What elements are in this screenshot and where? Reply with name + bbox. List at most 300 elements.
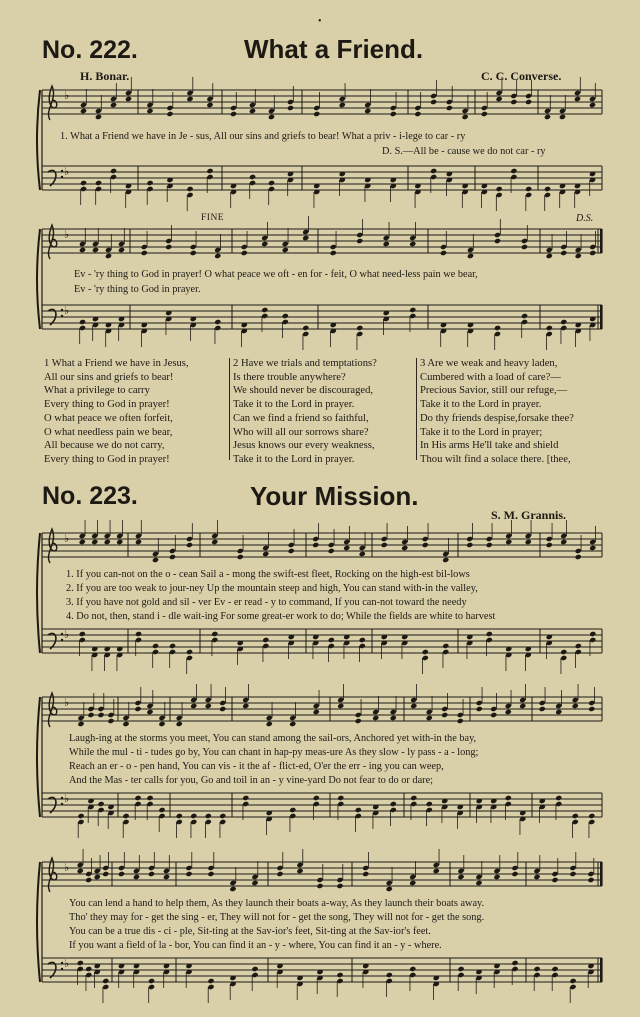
note-head xyxy=(80,108,87,114)
note-head xyxy=(242,703,249,709)
verse-line: Take it to the Lord in prayer. xyxy=(233,399,355,411)
note-head xyxy=(496,186,503,192)
verse-line: We should never be discouraged, xyxy=(233,385,374,397)
note-head xyxy=(442,557,449,563)
ds-marker: D.S. xyxy=(576,213,594,224)
note-head xyxy=(282,313,289,319)
note-head xyxy=(426,715,433,721)
note-head xyxy=(251,880,258,886)
note-head xyxy=(190,813,197,819)
note-head xyxy=(165,244,172,250)
treble-clef xyxy=(48,693,56,727)
note-head xyxy=(328,637,335,643)
note-head xyxy=(230,111,237,117)
note-head xyxy=(486,631,493,637)
verse-line: Precious Savior, still our refuge,— xyxy=(420,385,568,397)
note-head xyxy=(362,871,369,877)
note-head xyxy=(122,721,129,727)
lyric-line: 4. Do not, then, stand i - dle wait-ing For some great-er work to do; While the fields are white to harvest xyxy=(66,611,496,622)
note-head xyxy=(268,180,275,186)
note-head xyxy=(282,247,289,253)
note-head xyxy=(186,542,193,548)
note-head xyxy=(587,877,594,883)
note-head xyxy=(135,539,142,545)
note-head xyxy=(268,114,275,120)
note-head xyxy=(588,813,595,819)
note-head xyxy=(186,649,193,655)
note-head xyxy=(521,244,528,250)
flat-sign: ♭ xyxy=(64,304,70,317)
note-head xyxy=(242,795,249,801)
verse-line: In His arms He'll take and shield xyxy=(420,440,559,452)
note-head xyxy=(266,721,273,727)
flat-sign: ♭ xyxy=(64,89,70,102)
verse-line: Every thing to God in prayer! xyxy=(44,399,170,411)
note-head xyxy=(77,960,84,966)
note-head xyxy=(80,180,87,186)
note-head xyxy=(572,813,579,819)
note-head xyxy=(97,801,104,807)
note-head xyxy=(146,180,153,186)
note-head xyxy=(457,966,464,972)
verse-line: Take it to the Lord in prayer. xyxy=(233,453,355,465)
note-head xyxy=(146,795,153,801)
note-head xyxy=(214,253,221,259)
note-head xyxy=(457,874,464,880)
note-head xyxy=(490,712,497,718)
hymn-222-lyrics-line2: Ev - 'ry thing to God in prayer! O what peace we oft - en for - feit, O what need-less pain we bear, xyxy=(74,269,478,280)
note-head xyxy=(313,709,320,715)
note-head xyxy=(505,709,512,715)
note-head xyxy=(249,174,256,180)
verse-line: 2 Have we trials and temptations? xyxy=(233,358,377,369)
note-head xyxy=(148,871,155,877)
verse-line: O what needless pain we bear, xyxy=(44,426,173,438)
system-brace xyxy=(37,533,40,653)
note-head xyxy=(560,649,567,655)
verse-line: All our sins and griefs to bear! xyxy=(44,371,174,383)
lyric-line: You can lend a hand to help them, As they launch their boats a-way, As they launch their boats away. xyxy=(69,898,485,909)
flat-sign: ♭ xyxy=(64,228,70,241)
note-head xyxy=(229,886,236,892)
note-head xyxy=(102,871,109,877)
note-head xyxy=(79,539,86,545)
note-head xyxy=(336,972,343,978)
note-head xyxy=(390,111,397,117)
note-head xyxy=(555,709,562,715)
system-brace xyxy=(37,229,40,329)
note-head xyxy=(206,102,213,108)
note-head xyxy=(560,539,567,545)
hymn-222-ds-lyrics: D. S.—All be - cause we do not car - ry xyxy=(382,146,546,157)
note-head xyxy=(102,978,109,984)
note-head xyxy=(430,168,437,174)
note-head xyxy=(79,631,86,637)
verse-divider xyxy=(416,358,417,460)
note-head xyxy=(481,111,488,117)
note-head xyxy=(166,111,173,117)
note-head xyxy=(422,542,429,548)
verse-line: Can we find a friend so faithful, xyxy=(233,412,369,424)
note-head xyxy=(337,703,344,709)
note-head xyxy=(185,871,192,877)
bass-clef-dot xyxy=(61,803,63,805)
note-head xyxy=(510,99,517,105)
note-head xyxy=(92,247,99,253)
note-head xyxy=(146,108,153,114)
note-head xyxy=(555,795,562,801)
hymn-223-music-credit: S. M. Grannis. xyxy=(491,508,567,522)
verse-line: 1 What a Friend we have in Jesus, xyxy=(44,358,189,369)
note-head xyxy=(339,102,346,108)
note-head xyxy=(312,542,319,548)
note-head xyxy=(289,721,296,727)
note-head xyxy=(211,539,218,545)
note-head xyxy=(302,235,309,241)
verse-line: Who will all our sorrows share? xyxy=(233,426,369,438)
note-head xyxy=(386,972,393,978)
note-head xyxy=(486,542,493,548)
note-head xyxy=(87,712,94,718)
note-head xyxy=(569,871,576,877)
lyric-line: 1. If you can-not on the o - cean Sail a - mong the swift-est fleet, Rocking on the high-est bil-lows xyxy=(66,569,470,580)
hymn-222-lyrics-line2b: Ev - 'ry thing to God in prayer. xyxy=(74,284,201,295)
lyric-line: While the mul - ti - tudes go by, You can chant in hap-py meas-ure As they slow - ly pass - a - long; xyxy=(69,747,479,758)
lyric-line: You can be a true dis - ci - ple, Sit-ting at the Sav-ior's feet, Sit-ting at the Sav-ior's feet. xyxy=(69,926,431,937)
note-head xyxy=(163,874,170,880)
final-barline xyxy=(600,229,603,253)
note-head xyxy=(510,168,517,174)
bass-clef-dot xyxy=(61,633,63,635)
note-head xyxy=(261,241,268,247)
treble-clef xyxy=(48,529,56,563)
note-head xyxy=(525,99,532,105)
note-head xyxy=(313,795,320,801)
treble-clef xyxy=(48,858,56,892)
bass-clef-dot xyxy=(61,176,63,178)
hymn-222-words-credit: H. Bonar. xyxy=(80,69,130,83)
note-head xyxy=(190,250,197,256)
note-head xyxy=(85,877,92,883)
note-head xyxy=(77,868,84,874)
bass-clef-dot xyxy=(61,309,63,311)
note-head xyxy=(546,253,553,259)
note-head xyxy=(442,643,449,649)
fine-marker: FINE xyxy=(201,213,225,223)
note-head xyxy=(560,250,567,256)
note-head xyxy=(207,871,214,877)
hymn-222-music-credit: C. C. Converse. xyxy=(481,69,562,83)
note-head xyxy=(494,238,501,244)
note-head xyxy=(104,539,111,545)
lyric-line: Reach an er - o - pen hand, You can vis - it the af - flict-ed, O'er the err - ing you can weep, xyxy=(69,761,444,772)
note-head xyxy=(251,966,258,972)
note-head xyxy=(511,960,518,966)
note-head xyxy=(262,637,269,643)
note-head xyxy=(316,883,323,889)
flat-sign: ♭ xyxy=(64,628,70,641)
note-head xyxy=(288,548,295,554)
note-head xyxy=(409,966,416,972)
flat-sign: ♭ xyxy=(64,957,70,970)
bass-clef-dot xyxy=(61,170,63,172)
note-head xyxy=(205,703,212,709)
note-head xyxy=(134,795,141,801)
note-head xyxy=(85,966,92,972)
note-head xyxy=(110,168,117,174)
note-head xyxy=(158,721,165,727)
bass-clef-dot xyxy=(61,968,63,970)
note-head xyxy=(589,545,596,551)
note-head xyxy=(336,883,343,889)
verse-line: Is there trouble anywhere? xyxy=(233,371,346,383)
note-head xyxy=(337,795,344,801)
hymn-223-title: Your Mission. xyxy=(250,481,419,511)
note-head xyxy=(572,703,579,709)
system-brace xyxy=(37,697,40,817)
note-head xyxy=(207,978,214,984)
note-head xyxy=(356,238,363,244)
verse-2 xyxy=(233,357,377,467)
note-head xyxy=(148,978,155,984)
verse-line: O what peace we often forfeit, xyxy=(44,412,173,424)
note-head xyxy=(386,886,393,892)
note-head xyxy=(95,114,102,120)
note-head xyxy=(496,96,503,102)
lyric-line: 2. If you are too weak to jour-ney Up the mountain steep and high, You can stand with-in the valley, xyxy=(66,583,478,594)
note-head xyxy=(422,649,429,655)
note-head xyxy=(560,319,567,325)
note-head xyxy=(525,539,532,545)
bass-clef-dot xyxy=(61,797,63,799)
treble-clef xyxy=(48,86,56,120)
note-head xyxy=(110,102,117,108)
note-head xyxy=(94,874,101,880)
note-head xyxy=(176,813,183,819)
note-head xyxy=(410,703,417,709)
note-head xyxy=(116,539,123,545)
lyric-line: And the Mas - ter calls for you, Go and toil in an - y vine-yard Do not fear to do or dare; xyxy=(69,775,434,786)
note-head xyxy=(237,554,244,560)
lyric-line: 3. If you have not gold and sil - ver Ev - er read - y to command, If you can-not toward the needy xyxy=(66,597,467,608)
note-head xyxy=(206,168,213,174)
note-head xyxy=(133,874,140,880)
note-head xyxy=(539,706,546,712)
note-head xyxy=(118,247,125,253)
note-head xyxy=(505,539,512,545)
note-head xyxy=(372,715,379,721)
note-head xyxy=(79,247,86,253)
note-head xyxy=(296,868,303,874)
note-head xyxy=(457,718,464,724)
note-head xyxy=(544,114,551,120)
verse-1 xyxy=(44,357,189,467)
note-head xyxy=(505,795,512,801)
bass-clef-dot xyxy=(61,639,63,641)
note-head xyxy=(211,631,218,637)
note-head xyxy=(575,253,582,259)
note-head xyxy=(79,319,86,325)
verse-line: Every thing to God in prayer! xyxy=(44,453,170,465)
note-head xyxy=(141,250,148,256)
note-head xyxy=(426,801,433,807)
note-head xyxy=(262,551,269,557)
note-head xyxy=(91,539,98,545)
note-head xyxy=(410,795,417,801)
note-head xyxy=(589,631,596,637)
flat-sign: ♭ xyxy=(64,165,70,178)
note-head xyxy=(289,807,296,813)
note-head xyxy=(493,874,500,880)
note-head xyxy=(186,96,193,102)
note-head xyxy=(546,542,553,548)
note-head xyxy=(430,99,437,105)
note-head xyxy=(533,966,540,972)
note-head xyxy=(343,545,350,551)
flat-sign: ♭ xyxy=(64,792,70,805)
note-head xyxy=(261,307,268,313)
note-head xyxy=(355,807,362,813)
note-head xyxy=(525,186,532,192)
note-head xyxy=(135,631,142,637)
hymn-222-lyrics-line1: 1. What a Friend we have in Je - sus, All our sins and griefs to bear! What a priv - i-lege to car - ry xyxy=(60,131,466,142)
note-head xyxy=(190,703,197,709)
bass-clef-dot xyxy=(61,962,63,964)
note-head xyxy=(205,813,212,819)
note-head xyxy=(125,96,132,102)
verse-line: Jesus knows our every weakness, xyxy=(233,440,375,452)
note-head xyxy=(574,96,581,102)
note-head xyxy=(219,813,226,819)
verse-line: Do thy friends despise,forsake thee? xyxy=(420,412,574,424)
note-head xyxy=(107,718,114,724)
verse-divider xyxy=(229,358,230,460)
verse-line: Take it to the Lord in prayer; xyxy=(420,426,543,438)
note-head xyxy=(441,712,448,718)
note-head xyxy=(214,319,221,325)
note-head xyxy=(355,718,362,724)
note-head xyxy=(589,250,596,256)
verse-line: 3 Are we weak and heavy laden, xyxy=(420,358,558,369)
note-head xyxy=(544,186,551,192)
note-head xyxy=(559,114,566,120)
note-head xyxy=(241,250,248,256)
note-head xyxy=(390,801,397,807)
note-head xyxy=(575,554,582,560)
flat-sign: ♭ xyxy=(64,532,70,545)
note-head xyxy=(401,545,408,551)
note-head xyxy=(446,105,453,111)
verse-3 xyxy=(420,357,574,467)
note-head xyxy=(249,108,256,114)
note-head xyxy=(467,253,474,259)
hymn-222-number: No. 222. xyxy=(42,36,138,64)
note-head xyxy=(302,325,309,331)
note-head xyxy=(276,871,283,877)
note-head xyxy=(462,114,469,120)
note-head xyxy=(359,551,366,557)
note-head xyxy=(440,250,447,256)
page-marker: • xyxy=(318,16,322,27)
note-head xyxy=(105,253,112,259)
note-head xyxy=(364,108,371,114)
note-head xyxy=(169,643,176,649)
note-head xyxy=(122,813,129,819)
note-head xyxy=(475,880,482,886)
note-head xyxy=(134,706,141,712)
note-head xyxy=(356,325,363,331)
note-head xyxy=(569,978,576,984)
note-head xyxy=(158,807,165,813)
note-head xyxy=(409,241,416,247)
flat-sign: ♭ xyxy=(64,861,70,874)
note-head xyxy=(546,325,553,331)
note-head xyxy=(287,105,294,111)
note-head xyxy=(328,548,335,554)
note-head xyxy=(330,250,337,256)
note-head xyxy=(511,871,518,877)
final-barline xyxy=(600,958,603,982)
note-head xyxy=(551,877,558,883)
note-head xyxy=(466,542,473,548)
note-head xyxy=(494,325,501,331)
note-head xyxy=(186,186,193,192)
verse-line: What a privilege to carry xyxy=(44,385,150,397)
final-barline xyxy=(600,305,603,329)
final-barline xyxy=(600,862,603,886)
system-brace xyxy=(37,90,40,190)
hymn-222-title: What a Friend. xyxy=(244,34,424,64)
note-head xyxy=(77,813,84,819)
note-head xyxy=(146,709,153,715)
lyric-line: Tho' they may for - get the sing - er, They will not for - get the song, They will not for - get the song. xyxy=(69,912,485,923)
note-head xyxy=(219,706,226,712)
flat-sign: ♭ xyxy=(64,696,70,709)
note-head xyxy=(414,111,421,117)
note-head xyxy=(409,880,416,886)
verse-line: Take it to the Lord in prayer. xyxy=(420,399,542,411)
lyric-line: Laugh-ing at the storms you meet, You can stand among the sail-ors, Anchored yet with-in the bay, xyxy=(69,733,477,744)
system-brace xyxy=(37,862,40,982)
verse-line: Cumbered with a load of care?— xyxy=(420,371,561,383)
treble-clef xyxy=(48,225,56,259)
verse-line: All because we do not carry, xyxy=(44,440,165,452)
note-head xyxy=(390,715,397,721)
note-head xyxy=(589,102,596,108)
lyric-line: If you want a field of la - bor, You can find it an - y - where, You can find it an - y - where. xyxy=(69,940,442,951)
note-head xyxy=(97,712,104,718)
note-head xyxy=(533,874,540,880)
note-head xyxy=(152,643,159,649)
note-head xyxy=(313,111,320,117)
note-head xyxy=(519,703,526,709)
note-head xyxy=(152,557,159,563)
note-head xyxy=(95,180,102,186)
note-head xyxy=(409,307,416,313)
note-head xyxy=(551,966,558,972)
note-head xyxy=(118,871,125,877)
note-head xyxy=(433,868,440,874)
verse-line: Thou wilt find a solace there. [thee, xyxy=(420,453,571,465)
note-head xyxy=(521,313,528,319)
note-head xyxy=(359,637,366,643)
hymn-223-number: No. 223. xyxy=(42,482,138,510)
note-head xyxy=(476,706,483,712)
note-head xyxy=(383,241,390,247)
note-head xyxy=(588,706,595,712)
note-head xyxy=(381,542,388,548)
note-head xyxy=(176,721,183,727)
